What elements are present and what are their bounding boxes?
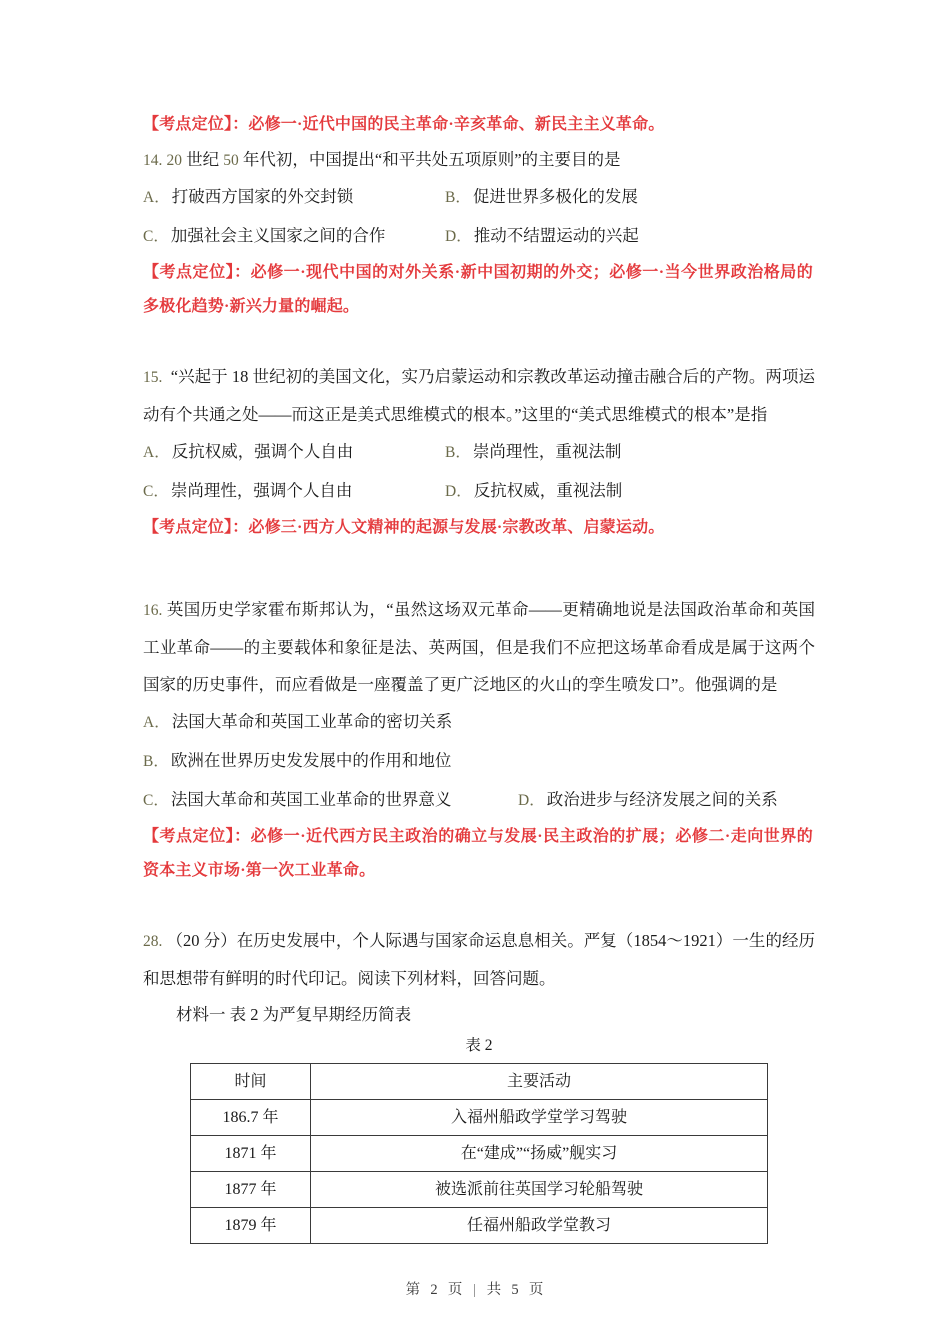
- kaodian-annotation-16: 【考点定位】：必修一·近代西方民主政治的确立与发展·民主政治的扩展；必修二·走向世界的资本主义市场·第一次工业革命。: [143, 828, 813, 879]
- question-16-option-d[interactable]: [518, 781, 778, 820]
- footer-page-prefix: 第: [405, 1282, 422, 1298]
- option-label-d: D．: [518, 792, 545, 809]
- table-cell-activity: 入福州船政学堂学习驾驶: [311, 1100, 768, 1136]
- question-16-option-b[interactable]: [143, 742, 451, 781]
- option-label-c: C．: [143, 483, 169, 500]
- spacer-after-q14: [143, 324, 815, 358]
- table-cell-activity: 在“建成”“扬威”舰实习: [311, 1136, 768, 1172]
- question-28-stem-text: （20 分）在历史发展中，个人际遇与国家命运息息相关。严复（1854～1921）一生的经历和思想带有鲜明的时代印记。阅读下列材料，回答问题。: [143, 931, 816, 988]
- table-cell-activity: 被选派前往英国学习轮船驾驶: [311, 1172, 768, 1208]
- option-label-c: C．: [143, 792, 169, 809]
- table-cell-time: 1879 年: [191, 1208, 311, 1244]
- table-row: [191, 1208, 768, 1244]
- question-14-stem-t1: 世纪: [182, 150, 224, 169]
- question-15-stem: [143, 358, 815, 433]
- question-14-stem-num2: 50: [223, 152, 239, 169]
- spacer-after-q16: [143, 888, 815, 922]
- question-14-stem-num1: 20: [166, 152, 182, 169]
- question-14-number: 14.: [143, 152, 163, 169]
- footer-total-pages: 5: [511, 1282, 520, 1298]
- kaodian-annotation-15: 【考点定位】：必修三·西方人文精神的起源与发展·宗教改革、启蒙运动。: [143, 519, 665, 536]
- spacer-after-q15: [143, 545, 815, 579]
- option-text-c: 崇尚理性，强调个人自由: [170, 481, 353, 500]
- option-label-d: D．: [445, 228, 472, 245]
- option-text-c: 法国大革命和英国工业革命的世界意义: [170, 790, 452, 809]
- option-label-a: A．: [143, 189, 170, 206]
- question-16-stem-text: 英国历史学家霍布斯邦认为，“虽然这场双元革命——更精确地说是法国政治革命和英国工业革命——的主要载体和象征是法、英两国，但是我们不应把这场革命看成是属于这两个国家的历史事件，而应看做是一座覆盖了更广泛地区的火山的孪生喷发口”。他强调的是: [143, 600, 815, 694]
- question-14-option-c[interactable]: [143, 217, 445, 256]
- option-label-c: C．: [143, 228, 169, 245]
- footer-total-prefix: 共: [486, 1282, 503, 1298]
- question-16-number: 16.: [143, 602, 163, 619]
- question-16-option-c[interactable]: [143, 781, 518, 820]
- question-15-stem-text: “兴起于 18 世纪初的美国文化，实乃启蒙运动和宗教改革运动撞击融合后的产物。两项运动有个共通之处——而这正是美式思维模式的根本。”这里的“美式思维模式的根本”是指: [143, 367, 816, 424]
- question-14-option-b[interactable]: [445, 178, 638, 217]
- question-16-options-row-1: [143, 703, 815, 781]
- option-text-d: 推动不结盟运动的兴起: [473, 226, 639, 245]
- question-15-number: 15.: [143, 369, 163, 386]
- question-15-options-row-1: [143, 433, 815, 472]
- option-text-d: 政治进步与经济发展之间的关系: [546, 790, 778, 809]
- yanfu-experience-table: [190, 1063, 768, 1244]
- footer-total-unit: 页: [528, 1282, 545, 1298]
- table-caption: 表 2: [465, 1037, 493, 1054]
- kaodian-annotation-14: 【考点定位】：必修一·现代中国的对外关系·新中国初期的外交；必修一·当今世界政治格局的多极化趋势·新兴力量的崛起。: [143, 264, 813, 315]
- table-header-time: 时间: [191, 1064, 311, 1100]
- page-content: [143, 108, 815, 1244]
- question-16-options-row-2: [143, 781, 815, 820]
- spacer-after-q15-2: [143, 579, 815, 591]
- table-row: [191, 1172, 768, 1208]
- page-footer: [0, 1278, 950, 1299]
- table-cell-time: 186.7 年: [191, 1100, 311, 1136]
- table-header-row: [191, 1064, 768, 1100]
- question-16-option-a[interactable]: [143, 703, 518, 742]
- question-14-options-row-2: [143, 217, 815, 256]
- table-cell-time: 1877 年: [191, 1172, 311, 1208]
- table-row: [191, 1136, 768, 1172]
- option-label-a: A．: [143, 714, 170, 731]
- question-28-number: 28.: [143, 933, 163, 950]
- footer-page-unit: 页: [447, 1282, 464, 1298]
- question-15-option-b[interactable]: [445, 433, 621, 472]
- option-text-a: 打破西方国家的外交封锁: [171, 187, 354, 206]
- question-15-option-a[interactable]: [143, 433, 445, 472]
- option-label-b: B．: [445, 189, 471, 206]
- table-row: [191, 1100, 768, 1136]
- option-label-d: D．: [445, 483, 472, 500]
- option-text-c: 加强社会主义国家之间的合作: [170, 226, 386, 245]
- question-15-option-d[interactable]: [445, 472, 622, 511]
- option-text-b: 崇尚理性，重视法制: [472, 442, 622, 461]
- option-label-b: B．: [445, 444, 471, 461]
- question-14-option-d[interactable]: [445, 217, 639, 256]
- question-14-stem-t2: 年代初，中国提出“和平共处五项原则”的主要目的是: [238, 150, 621, 169]
- table-cell-activity: 任福州船政学堂教习: [311, 1208, 768, 1244]
- question-14-stem: [143, 142, 815, 178]
- option-text-b: 促进世界多极化的发展: [472, 187, 638, 206]
- option-label-a: A．: [143, 444, 170, 461]
- footer-separator: |: [473, 1282, 477, 1298]
- footer-page-number: 2: [430, 1282, 439, 1298]
- question-14-options-row-1: [143, 178, 815, 217]
- question-16-stem: [143, 591, 815, 703]
- question-14-option-a[interactable]: [143, 178, 445, 217]
- question-15-option-c[interactable]: [143, 472, 445, 511]
- question-28-stem: [143, 922, 815, 997]
- option-label-b: B．: [143, 753, 169, 770]
- table-header-activity: 主要活动: [311, 1064, 768, 1100]
- option-text-d: 反抗权威，重视法制: [473, 481, 623, 500]
- table-cell-time: 1871 年: [191, 1136, 311, 1172]
- option-text-a: 法国大革命和英国工业革命的密切关系: [171, 712, 453, 731]
- option-text-a: 反抗权威，强调个人自由: [171, 442, 354, 461]
- question-15-options-row-2: [143, 472, 815, 511]
- option-text-b: 欧洲在世界历史发发展中的作用和地位: [170, 751, 452, 770]
- question-28-material-label: 材料一 表 2 为严复早期经历简表: [176, 1005, 412, 1024]
- kaodian-annotation-13: 【考点定位】：必修一·近代中国的民主革命·辛亥革命、新民主主义革命。: [143, 116, 665, 133]
